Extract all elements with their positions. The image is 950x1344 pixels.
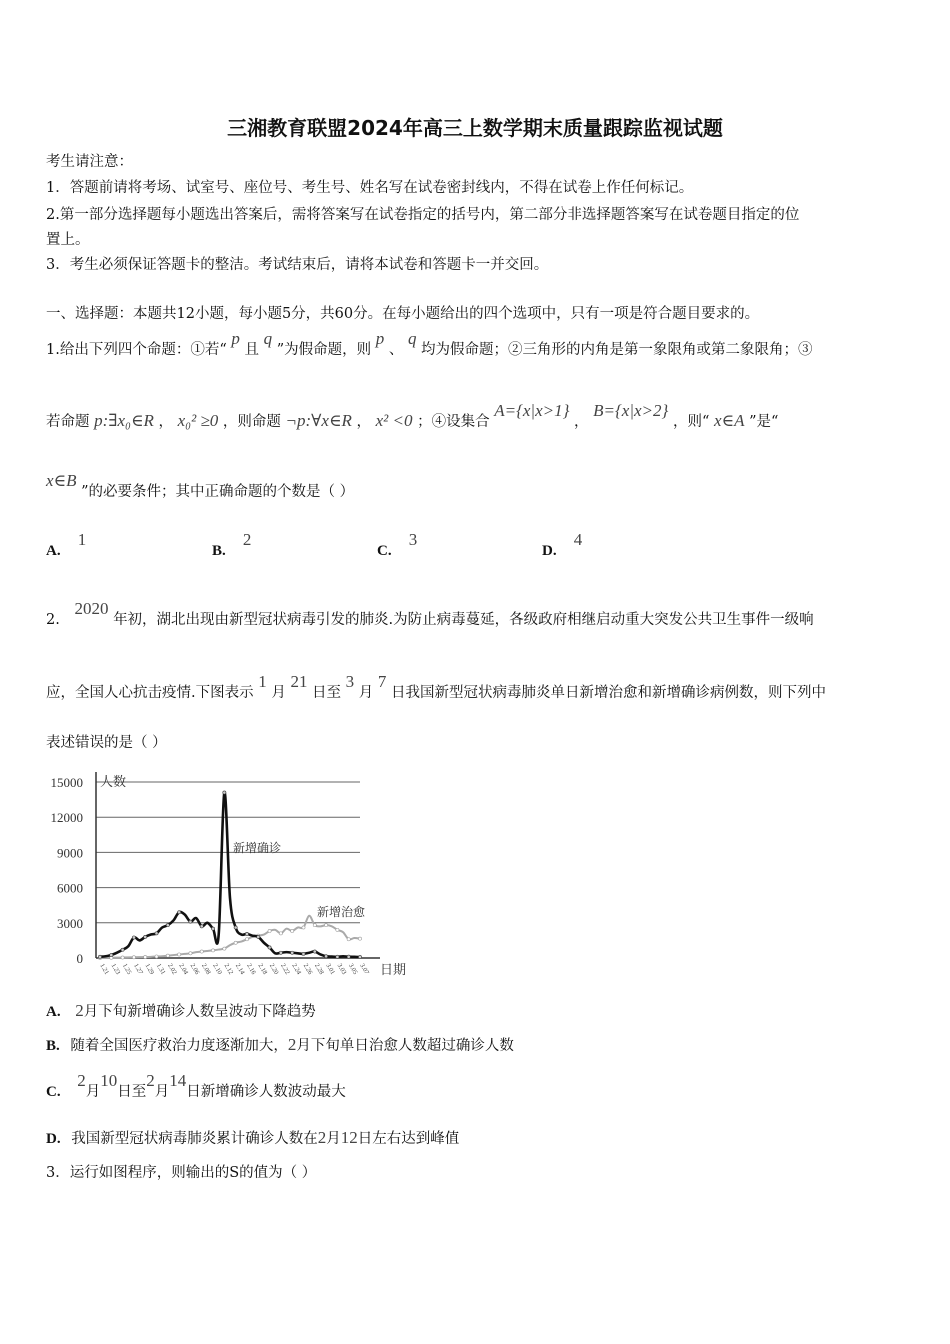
math-number: 2: [287, 1035, 297, 1054]
data-point: [313, 950, 316, 953]
data-point: [358, 937, 361, 940]
q1-text: ，则命题: [222, 414, 281, 430]
q1-text: ，: [574, 414, 589, 430]
q2-line-2: [46, 672, 826, 702]
q2-line-3: 表述错误的是（ ）: [46, 735, 167, 751]
x-tick-label: 1.21: [98, 962, 111, 976]
option-value: 4: [573, 530, 583, 549]
math-number: 2: [317, 1128, 327, 1147]
data-point: [178, 911, 181, 914]
x-tick-label: 2.20: [267, 962, 280, 976]
data-point: [144, 955, 147, 958]
x-tick-label: 2.08: [200, 962, 212, 976]
q1-text: ”为假命题，则: [276, 342, 372, 358]
data-point: [166, 954, 169, 957]
data-point: [234, 941, 237, 944]
option-value: 1: [77, 530, 87, 549]
x-tick-label: 3.03: [335, 962, 348, 976]
x-tick-label: 2.28: [313, 962, 325, 976]
option-label: D.: [46, 1131, 61, 1147]
chart-series: [98, 791, 361, 960]
option-text: 月: [326, 1131, 341, 1147]
x-tick-label: 1.23: [109, 962, 122, 976]
data-point: [336, 928, 339, 931]
q1-text: 、: [388, 342, 404, 358]
x-tick-label: 2.24: [290, 962, 303, 976]
data-point: [279, 951, 282, 954]
data-point: [166, 924, 169, 927]
data-point: [347, 955, 350, 958]
math-q: q: [263, 329, 273, 348]
q2-text: 年初，湖北出现由新型冠状病毒引发的肺炎.为防止病毒蔓延，各级政府相继启动重大突发公共卫生事件一级响: [113, 612, 814, 628]
notice-item-2-cont: 置上。: [46, 232, 90, 248]
q2-number: 2.: [46, 612, 60, 628]
x-tick-label: 2.06: [188, 962, 201, 976]
chart-x-label: 日期: [380, 962, 407, 977]
q1-text: 均为假命题；②三角形的内角是第一象限角或第二象限角；③: [421, 342, 813, 358]
option-value: 3: [408, 530, 418, 549]
data-point: [336, 955, 339, 958]
math-number: 12: [340, 1128, 358, 1147]
x-tick-label: 2.16: [245, 962, 257, 976]
x-tick-label: 1.29: [143, 962, 156, 976]
q2-text: 日至: [312, 685, 342, 701]
q1-text: ，则“: [672, 414, 710, 430]
math-number: 3: [345, 672, 355, 691]
x-tick-label: 1.27: [132, 962, 144, 976]
series-line-cured: [100, 916, 360, 958]
math-membership: x∈B: [46, 471, 77, 490]
math-proposition-p: p:∃x₀∈R: [94, 411, 154, 430]
x-tick-label: 2.18: [256, 962, 269, 976]
y-tick-label: 9000: [57, 845, 83, 861]
q3-question: 3．运行如图程序，则输出的S的值为（ ）: [46, 1165, 317, 1181]
data-point: [234, 926, 237, 929]
x-tick-label: 2.02: [166, 962, 178, 976]
q1-line-3: [46, 471, 355, 501]
math-p: p: [231, 329, 240, 348]
math-number: 21: [290, 672, 308, 691]
y-tick-label: 6000: [57, 880, 83, 896]
math-number: 1: [258, 672, 267, 691]
q1-text: ，: [356, 414, 372, 430]
math-number: 14: [169, 1071, 187, 1090]
data-point: [132, 956, 135, 959]
option-text: 日至: [117, 1084, 147, 1100]
notice-heading: 考生请注意：: [46, 154, 133, 170]
q1-text: ”的必要条件；其中正确命题的个数是（ ）: [81, 484, 355, 500]
data-point: [155, 955, 158, 958]
math-inequality: x² <0: [375, 411, 413, 430]
q1-option-c[interactable]: [377, 530, 418, 560]
series-label-cured: 新增治愈: [317, 905, 366, 919]
math-number: 2: [77, 1071, 86, 1090]
option-text: 月: [85, 1084, 101, 1100]
data-point: [268, 946, 271, 949]
math-number: 10: [100, 1071, 118, 1090]
option-text: 日左右达到峰值: [357, 1131, 460, 1147]
data-point: [223, 791, 226, 794]
math-negation: ¬p:∀x∈R: [285, 411, 352, 430]
notice-item-3: 3．考生必须保证答题卡的整洁。考试结束后，请将本试卷和答题卡一并交回。: [46, 257, 549, 273]
chart-x-ticks: [98, 963, 370, 977]
q1-text: 若命题: [46, 414, 90, 430]
data-point: [302, 952, 305, 955]
data-point: [155, 932, 158, 935]
math-membership: x∈A: [713, 411, 745, 430]
y-tick-label: 12000: [50, 810, 83, 826]
math-year: 2020: [74, 599, 109, 618]
q2-option-d[interactable]: [46, 1127, 459, 1148]
covid-line-chart: [40, 768, 407, 983]
chart-y-ticks: [51, 775, 84, 966]
x-tick-label: 2.22: [279, 962, 291, 976]
y-tick-label: 3000: [57, 915, 83, 931]
data-point: [313, 924, 316, 927]
option-label: D.: [542, 543, 557, 559]
q1-text: 且: [244, 342, 259, 358]
math-set-b: B={x|x>2}: [593, 401, 669, 420]
data-point: [291, 951, 294, 954]
data-point: [291, 929, 294, 932]
math-number: 7: [377, 672, 387, 691]
q2-option-b[interactable]: [46, 1034, 514, 1055]
option-text: 月: [154, 1084, 170, 1100]
q1-text: 1.给出下列四个命题：①若“: [46, 342, 227, 358]
data-point: [268, 929, 271, 932]
option-text: 月下旬单日治愈人数超过确诊人数: [296, 1038, 514, 1054]
data-point: [324, 955, 327, 958]
option-label: B.: [46, 1038, 60, 1054]
option-label: B.: [212, 543, 226, 559]
math-number: 2: [75, 1001, 84, 1020]
data-point: [132, 936, 135, 939]
y-tick-label: 15000: [50, 775, 83, 790]
data-point: [178, 953, 181, 956]
data-point: [223, 947, 226, 950]
option-text: 日新增确诊人数波动最大: [186, 1084, 346, 1100]
q1-option-b[interactable]: [212, 530, 252, 560]
data-point: [302, 926, 305, 929]
data-point: [121, 948, 124, 951]
math-p: p: [375, 329, 385, 348]
x-tick-label: 2.14: [233, 962, 246, 976]
math-set-a: A={x|x>1}: [494, 401, 570, 420]
data-point: [98, 955, 101, 958]
data-point: [257, 935, 260, 938]
data-point: [324, 924, 327, 927]
data-point: [189, 952, 192, 955]
x-tick-label: 2.04: [177, 962, 190, 976]
option-value: 2: [242, 530, 252, 549]
q1-text: ，: [158, 414, 174, 430]
option-text: 随着全国医疗救治力度逐渐加大，: [70, 1038, 288, 1054]
math-q: q: [407, 329, 417, 348]
q1-text: ；④设集合: [417, 414, 490, 430]
x-tick-label: 1.31: [154, 962, 167, 976]
option-text: 我国新型冠状病毒肺炎累计确诊人数在: [71, 1131, 318, 1147]
series-label-confirmed: 新增确诊: [233, 841, 282, 855]
notice-item-2: 2.第一部分选择题每小题选出答案后，需将答案写在试卷指定的括号内，第二部分非选择题答案写在试卷题目指定的位: [46, 207, 800, 223]
data-point: [189, 920, 192, 923]
x-tick-label: 2.10: [211, 962, 224, 976]
option-label: C.: [377, 543, 392, 559]
data-point: [279, 932, 282, 935]
q1-line-1: [46, 329, 813, 359]
q1-line-2: [46, 401, 779, 431]
data-point: [121, 956, 124, 959]
data-point: [200, 925, 203, 928]
option-label: A.: [46, 543, 61, 559]
q2-option-c[interactable]: [46, 1071, 346, 1101]
q1-option-d[interactable]: [542, 530, 583, 560]
q2-line-1: [46, 599, 814, 629]
q2-text: 月: [358, 685, 374, 701]
data-point: [200, 950, 203, 953]
q1-option-a[interactable]: [46, 530, 87, 560]
option-text: 月下旬新增确诊人数呈波动下降趋势: [83, 1004, 316, 1020]
x-tick-label: 3.07: [358, 962, 371, 976]
q2-text: 日我国新型冠状病毒肺炎单日新增治愈和新增确诊病例数，则下列中: [390, 685, 826, 701]
x-tick-label: 3.01: [324, 962, 337, 976]
chart-y-label: 人数: [100, 774, 127, 789]
x-tick-label: 3.05: [346, 962, 359, 976]
x-tick-label: 2.26: [301, 962, 314, 976]
data-point: [245, 938, 248, 941]
data-point: [211, 949, 214, 952]
q2-text: 月: [271, 685, 286, 701]
data-point: [245, 932, 248, 935]
x-tick-label: 2.12: [222, 962, 235, 976]
data-point: [358, 955, 361, 958]
math-inequality: x₀² ≥0: [177, 411, 219, 430]
notice-item-1: 1．答题前请将考场、试室号、座位号、考生号、姓名写在试卷密封线内，不得在试卷上作任何标记。: [46, 180, 694, 196]
data-point: [110, 953, 113, 956]
exam-title: 三湘教育联盟2024年高三上数学期末质量跟踪监视试题: [227, 116, 723, 140]
q2-option-a[interactable]: [46, 1000, 316, 1021]
data-point: [144, 935, 147, 938]
section-heading: 一、选择题：本题共12小题，每小题5分，共60分。在每小题给出的四个选项中，只有一项是符合题目要求的。: [46, 306, 760, 322]
y-tick-label: 0: [76, 951, 83, 966]
data-point: [211, 927, 214, 930]
q1-text: ”是“: [749, 414, 779, 430]
math-number: 2: [146, 1071, 155, 1090]
data-point: [347, 938, 350, 941]
option-label: A.: [46, 1004, 61, 1020]
x-tick-label: 1.25: [120, 962, 133, 976]
q2-text: 应，全国人心抗击疫情.下图表示: [46, 685, 254, 701]
option-label: C.: [46, 1084, 61, 1100]
